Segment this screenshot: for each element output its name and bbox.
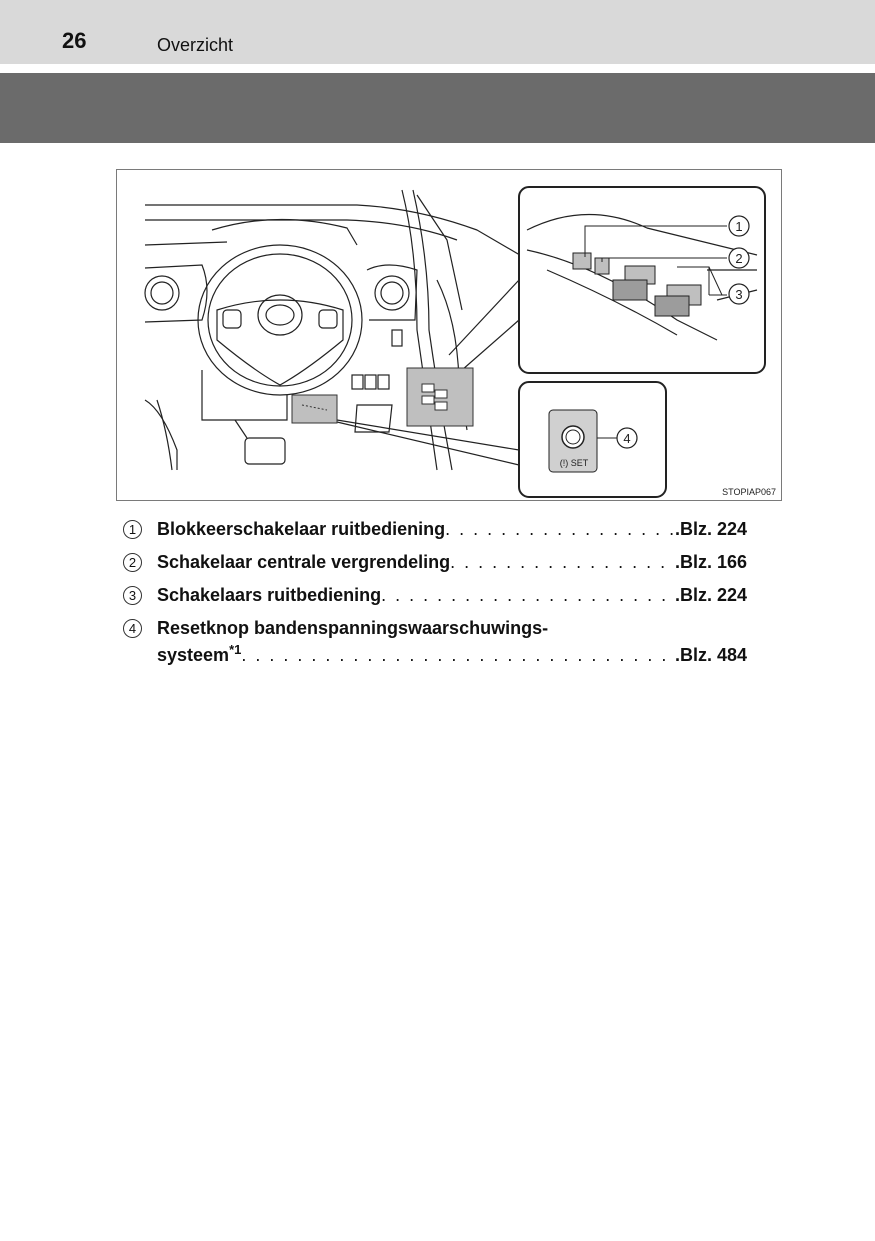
dashboard-drawing (117, 170, 783, 502)
leader-dots (445, 519, 675, 540)
item-number: 4 (123, 619, 142, 638)
legend-item (123, 552, 763, 585)
svg-text:1: 1 (735, 219, 743, 234)
section-title: Overzicht (157, 35, 234, 55)
legend-item (123, 519, 763, 552)
dashboard-illustration (116, 169, 782, 501)
page-reference[interactable]: .Blz. 224 (674, 585, 747, 605)
svg-text:2: 2 (735, 251, 743, 266)
item-label: Schakelaar centrale vergrendeling (157, 552, 451, 572)
page-reference[interactable]: .Blz. 166 (674, 552, 747, 572)
svg-text:(!) SET: (!) SET (559, 458, 589, 468)
header-divider (0, 64, 875, 73)
item-label: Schakelaars ruitbediening (157, 585, 382, 605)
leader-dots (450, 552, 675, 573)
legend-list (123, 519, 763, 680)
footnote-marker: *1 (229, 642, 242, 657)
legend-item (123, 585, 763, 618)
item-number: 1 (123, 520, 142, 539)
item-label-line1: Resetknop bandenspanningswaarschuwings- (157, 618, 549, 638)
page-reference[interactable]: .Blz. 224 (674, 519, 747, 539)
figure-code: STOPIAP067 (722, 487, 776, 497)
section-band (0, 73, 875, 143)
header-bar (0, 0, 875, 64)
page-reference[interactable]: .Blz. 484 (674, 645, 747, 665)
svg-text:3: 3 (735, 287, 743, 302)
page-number: 26 (62, 28, 87, 53)
item-label: Blokkeerschakelaar ruitbediening (157, 519, 446, 539)
item-number: 3 (123, 586, 142, 605)
svg-text:4: 4 (623, 431, 631, 446)
item-label-line2: systeem$^{*1}$ (157, 642, 242, 665)
item-number: 2 (123, 553, 142, 572)
legend-item (123, 618, 763, 680)
leader-dots (241, 645, 675, 666)
callout-markers (729, 216, 749, 304)
leader-dots (381, 585, 675, 606)
